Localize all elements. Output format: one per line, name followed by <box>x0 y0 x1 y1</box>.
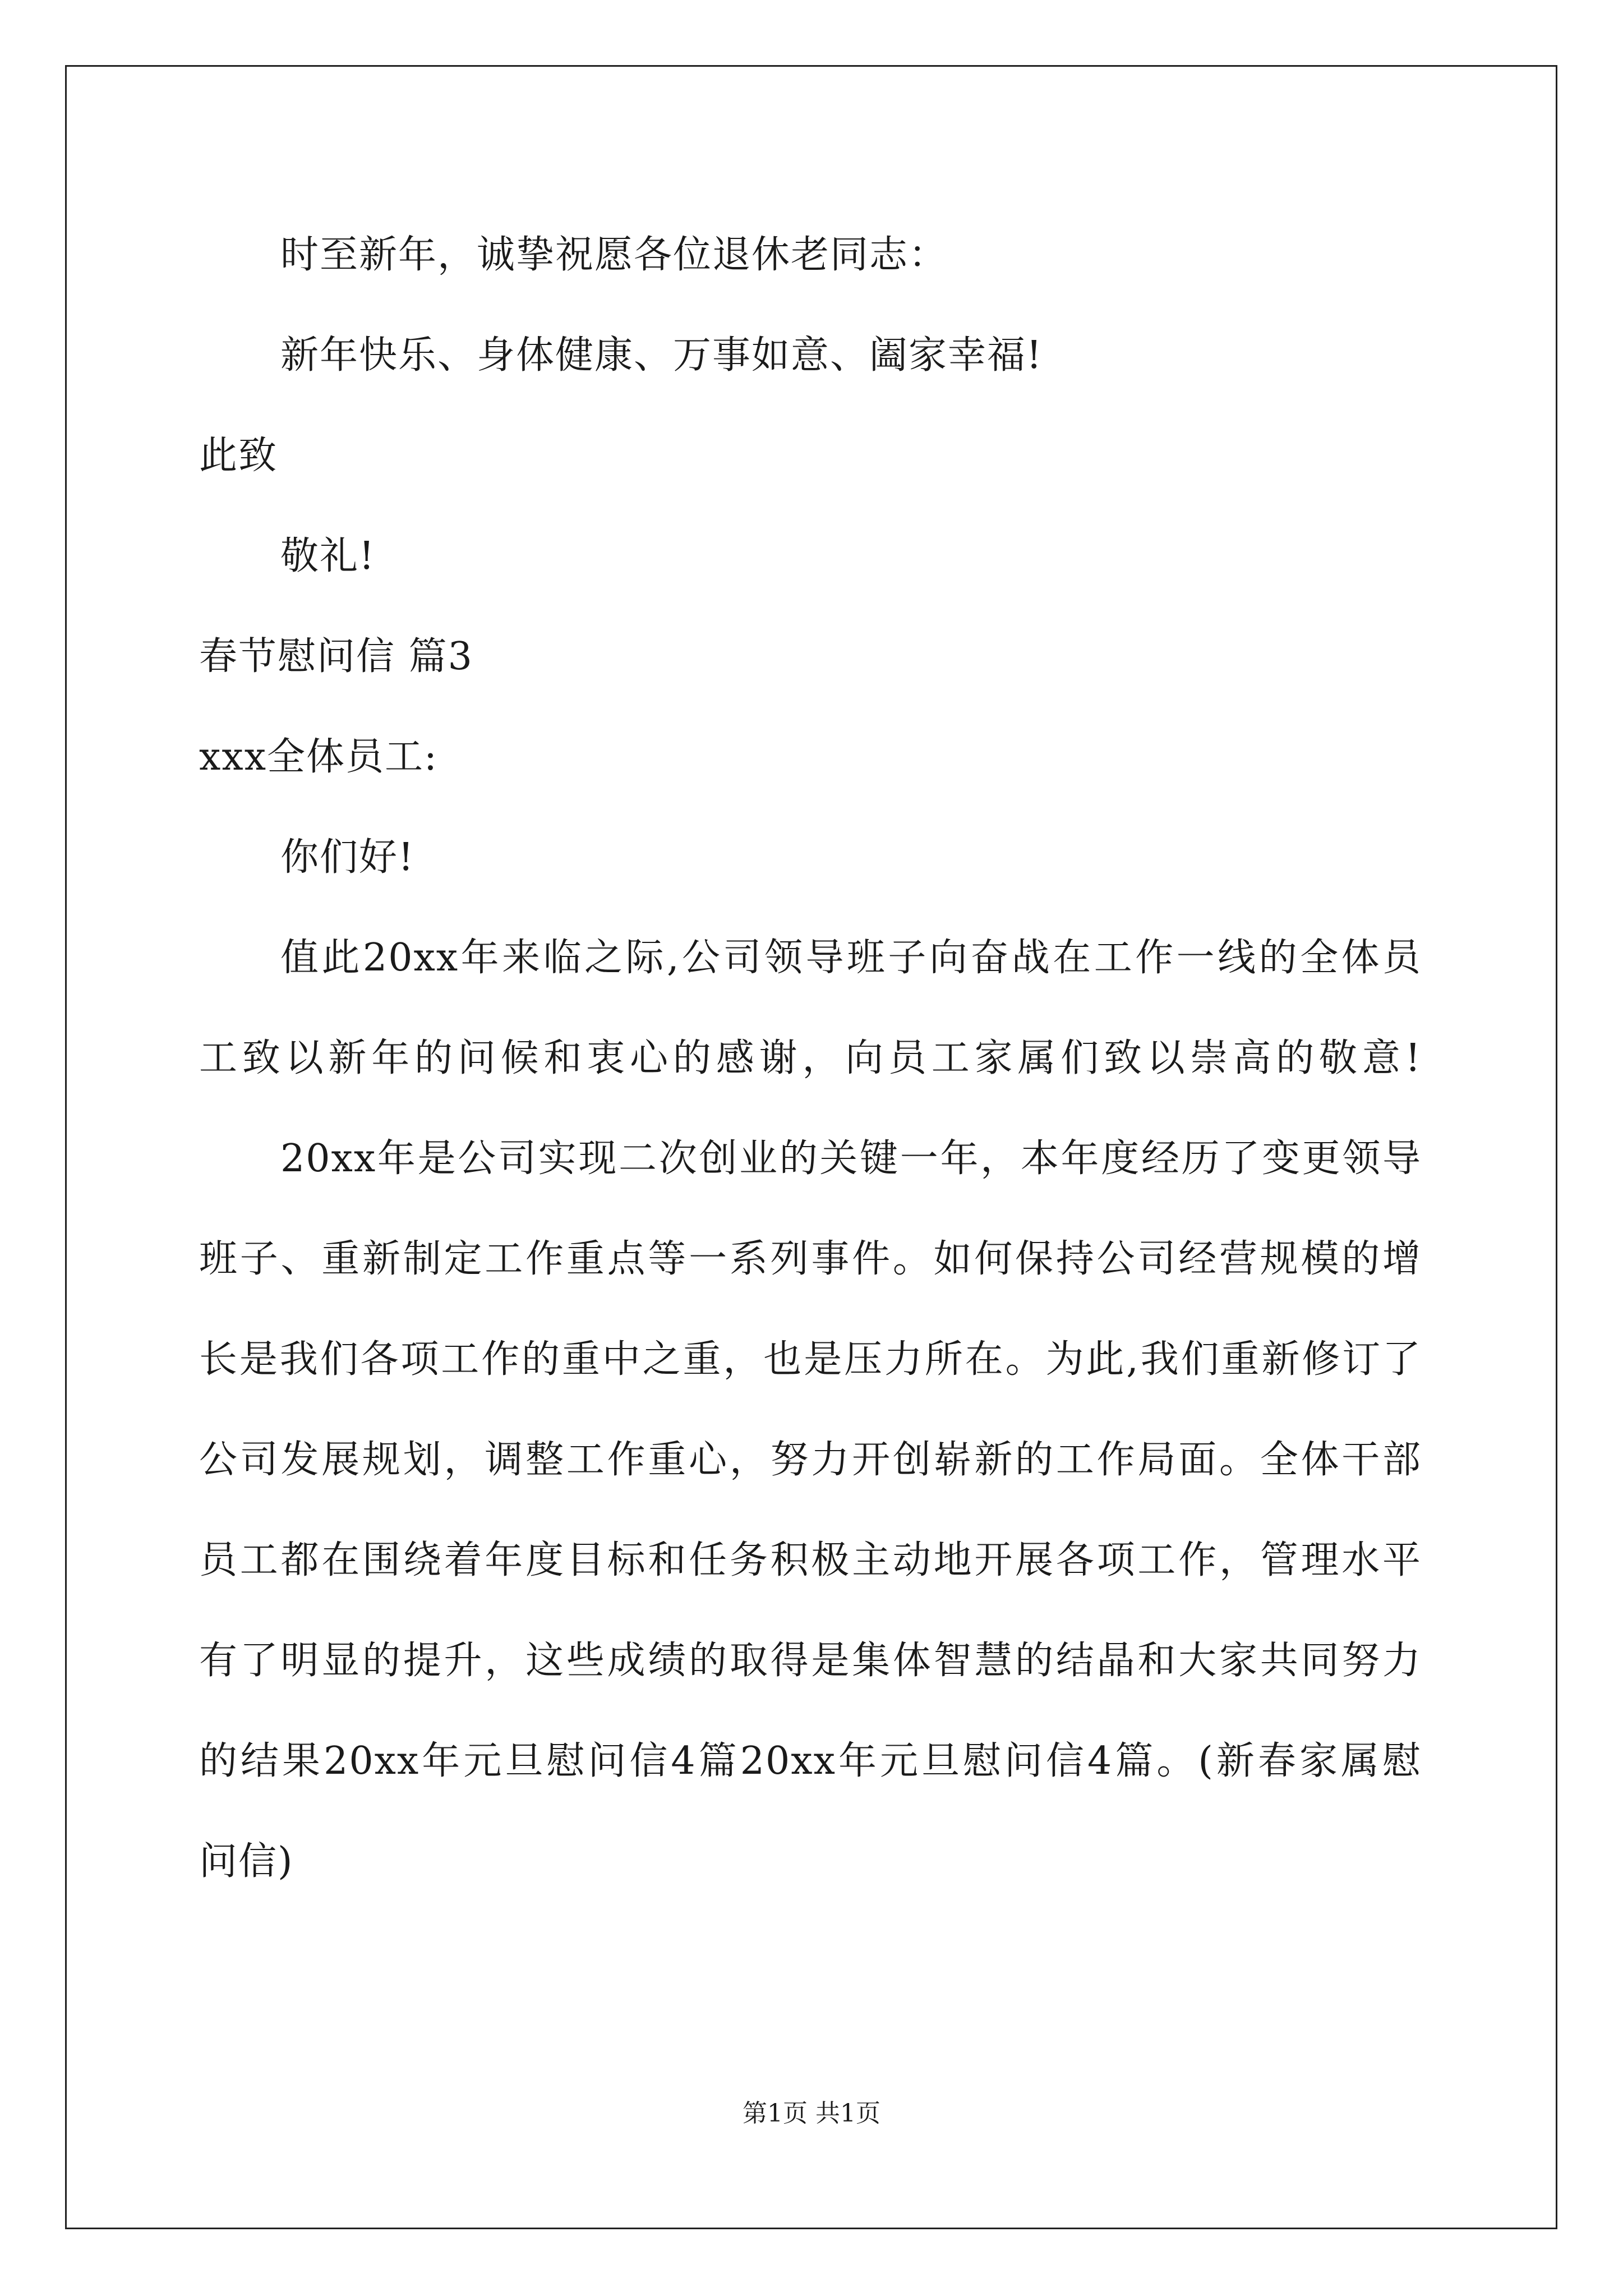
closing-phrase: 此致 <box>199 434 278 478</box>
wishes-line: 新年快乐、身体健康、万事如意、阖家幸福! <box>280 333 1043 378</box>
hello-line: 你们好! <box>280 835 415 880</box>
paragraph-1-line: 工致以新年的问候和衷心的感谢，向员工家属们致以崇高的敬意! <box>199 1036 1422 1080</box>
paragraph-1-line: 值此20xx年来临之际,公司领导班子向奋战在工作一线的全体员 <box>280 936 1422 980</box>
paragraph-2-line: 长是我们各项工作的重中之重，也是压力所在。为此,我们重新修订了 <box>199 1337 1422 1382</box>
paragraph-2-line: 问信) <box>199 1839 294 1884</box>
closing-salute: 敬礼! <box>280 534 376 578</box>
paragraph-2-line: 员工都在围绕着年度目标和任务积极主动地开展各项工作，管理水平 <box>199 1538 1422 1582</box>
paragraph-2-line: 公司发展规划，调整工作重心，努力开创崭新的工作局面。全体干部 <box>199 1438 1422 1482</box>
paragraph-2-line: 20xx年是公司实现二次创业的关键一年，本年度经历了变更领导 <box>280 1137 1422 1181</box>
salutation: xxx全体员工: <box>199 735 438 779</box>
paragraph-2-line: 有了明显的提升，这些成绩的取得是集体智慧的结晶和大家共同努力 <box>199 1639 1422 1683</box>
paragraph-2-line: 的结果20xx年元旦慰问信4篇20xx年元旦慰问信4篇。(新春家属慰 <box>199 1739 1422 1783</box>
page-number-footer: 第1页 共1页 <box>743 2099 880 2128</box>
section-title: 春节慰问信 篇3 <box>199 634 473 679</box>
greeting-line: 时至新年，诚挚祝愿各位退休老同志： <box>280 233 948 277</box>
paragraph-2-line: 班子、重新制定工作重点等一系列事件。如何保持公司经营规模的增 <box>199 1237 1422 1281</box>
